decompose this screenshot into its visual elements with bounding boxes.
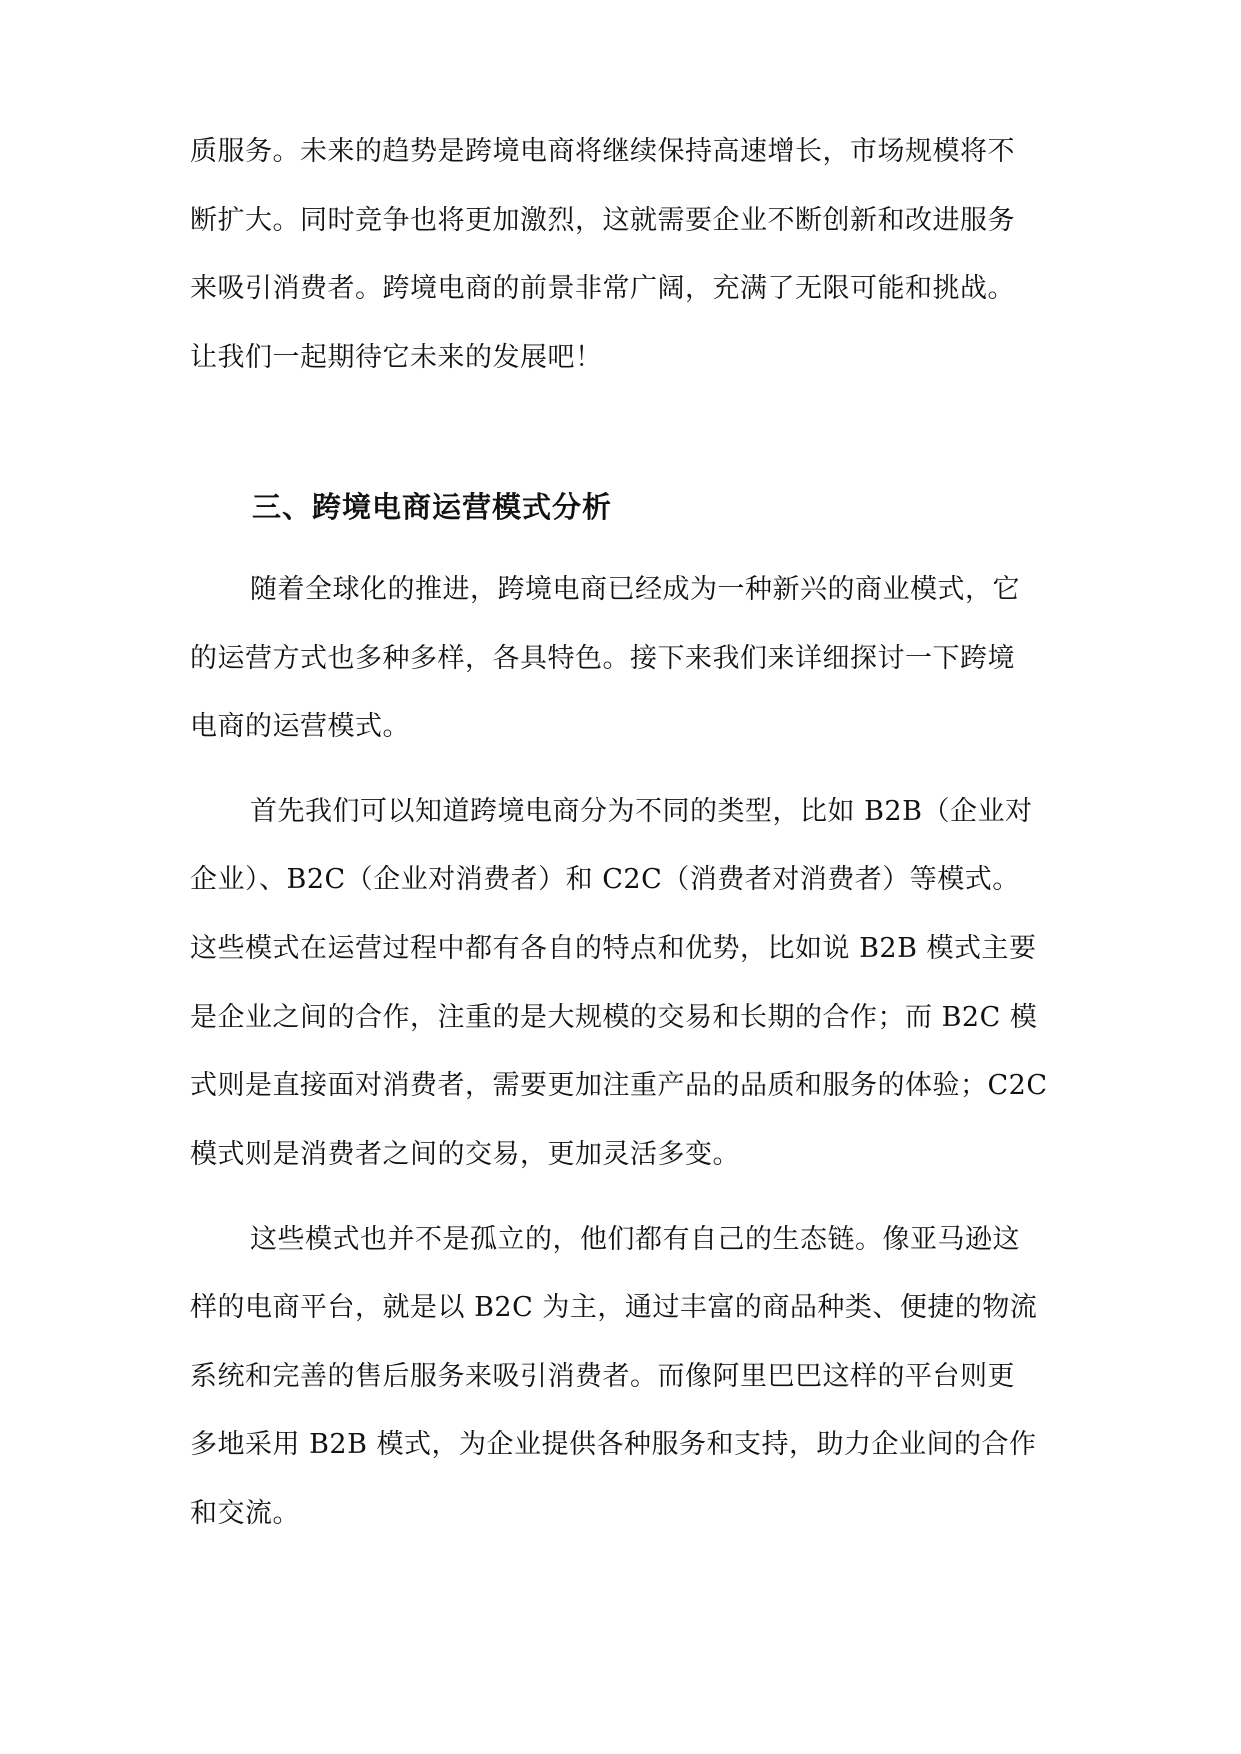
text-line: 来吸引消费者。跨境电商的前景非常广阔，充满了无限可能和挑战。	[190, 273, 1015, 304]
text-line: 断扩大。同时竞争也将更加激烈，这就需要企业不断创新和改进服务	[190, 205, 1015, 236]
text-line: 式则是直接面对消费者，需要更加注重产品的品质和服务的体验；C2C	[190, 1070, 1048, 1101]
section-heading: 三、跨境电商运营模式分析	[252, 490, 613, 524]
text-line: 是企业之间的合作，注重的是大规模的交易和长期的合作；而 B2C 模	[190, 1002, 1038, 1033]
paragraph-first-line: 首先我们可以知道跨境电商分为不同的类型，比如 B2B（企业对	[250, 796, 1033, 827]
text-line: 企业）、B2C（企业对消费者）和 C2C（消费者对消费者）等模式。	[190, 864, 1020, 895]
text-line: 样的电商平台，就是以 B2C 为主，通过丰富的商品种类、便捷的物流	[190, 1292, 1038, 1323]
text-line: 多地采用 B2B 模式，为企业提供各种服务和支持，助力企业间的合作	[190, 1429, 1037, 1460]
text-line: 和交流。	[190, 1498, 300, 1529]
text-line: 的运营方式也多种多样，各具特色。接下来我们来详细探讨一下跨境	[190, 643, 1015, 674]
text-line: 这些模式在运营过程中都有各自的特点和优势，比如说 B2B 模式主要	[190, 933, 1037, 964]
paragraph-first-line: 这些模式也并不是孤立的，他们都有自己的生态链。像亚马逊这	[250, 1224, 1020, 1255]
text-line: 系统和完善的售后服务来吸引消费者。而像阿里巴巴这样的平台则更	[190, 1361, 1015, 1392]
paragraph-first-line: 随着全球化的推进，跨境电商已经成为一种新兴的商业模式，它	[250, 574, 1020, 605]
text-line: 让我们一起期待它未来的发展吧！	[190, 342, 603, 373]
text-line: 质服务。未来的趋势是跨境电商将继续保持高速增长，市场规模将不	[190, 136, 1015, 167]
text-line: 模式则是消费者之间的交易，更加灵活多变。	[190, 1139, 740, 1170]
text-line: 电商的运营模式。	[190, 711, 410, 742]
